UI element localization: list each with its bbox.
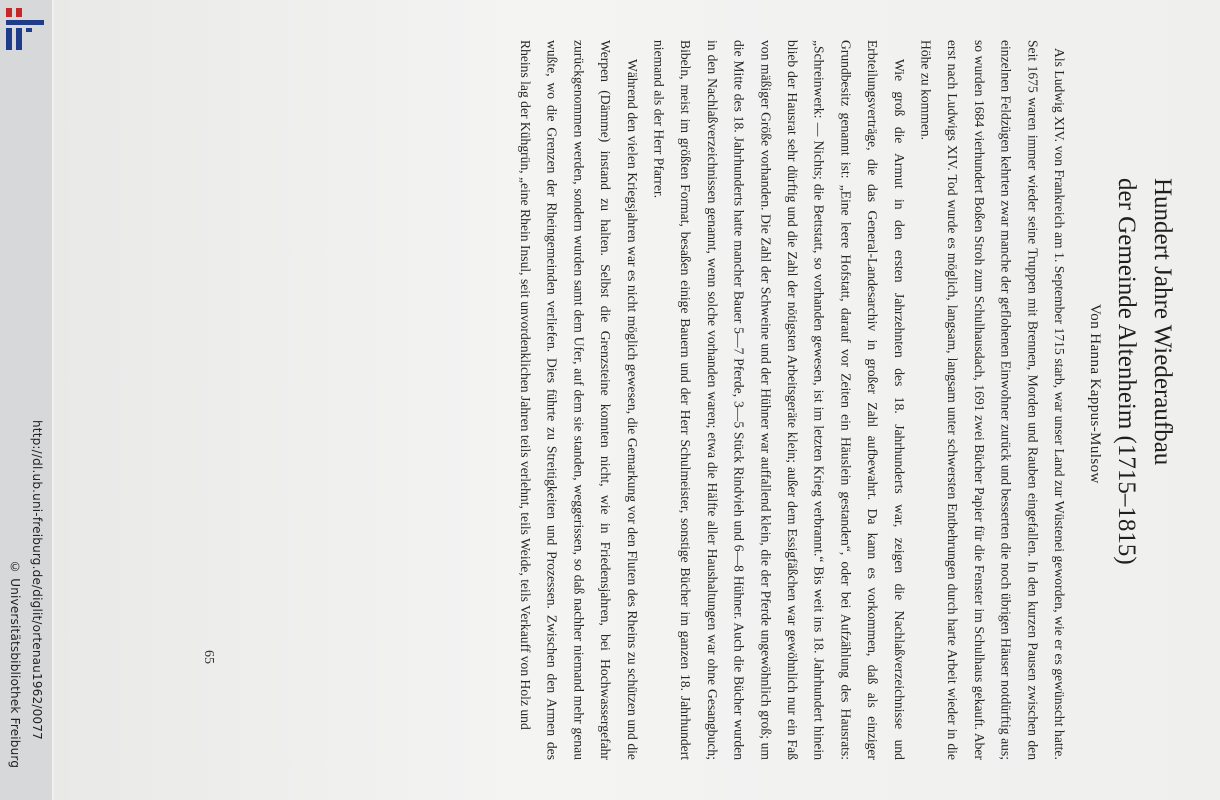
title-line-1: Hundert Jahre Wiederaufbau <box>1149 178 1176 466</box>
rotated-page-content <box>54 0 1220 800</box>
paragraph: Wie groß die Armut in den ersten Jahrzehnten des 18. Jahrhunderts war, zeigen die Nachlaßverzeichnisse und Erbteilungsverträge, die das General-Landesarchiv in großer Zahl aufbewahrt. Da kann es vorkommen, daß als einziger Grundbesitz genannt ist: „Eine leere Hofstatt, darauf vor Zeiten ein Häuslein gestanden“, oder bei Aufzählung des Hausrats: „Schreinwerk: — Nichts; die Bettstatt, so vorhanden gewesen, ist im letzten Krieg verbrannt.“ Bis weit ins 18. Jahrhundert hinein blieb der Hausrat sehr dürftig und die Zahl der nötigsten Arbeitsgeräte klein; außer dem Essigfäßchen war gewöhnlich nur ein Faß von mäßiger Größe vorhanden. Die Zahl der Schweine und der Hühner war auffallend klein, die der Pferde ungewöhnlich groß; um die Mitte des 18. Jahrhunderts hatte mancher Bauer 5—7 Pferde, 3—5 Stück Rindvieh und 6—8 Hühner. Auch die Bücher wurden in den Nachlaßverzeichnissen genannt, wenn solche vorhanden waren; etwa die Hälfte aller Haushaltungen war ohne Gesangbuch; Bibeln, meist im größten Format, besaßen einige Bauern und der Herr Schulmeister, sonstige Bücher im ganzen 18. Jahrhundert niemand als der Herr Pfarrer. <box>651 40 907 760</box>
sidebar-info <box>6 420 46 790</box>
paragraph: Als Ludwig XIV. von Frankreich am 1. September 1715 starb, war unser Land zur Wüstenei geworden, wie er es gewünscht hatte. Seit 1675 waren immer wieder seine Truppen mit Brennen, Morden und Rauben eingefallen. In den kurzen Pausen zwischen den einzelnen Feldzügen kehrten zwar manche der geflohenen Einwohner zurück und besserten die noch übrigen Häuser notdürftig aus; so wurden 1684 vierhundert Boßen Stroh zum Schulhausdach, 1691 zwei Bücher Papier für die Fenster im Schulhaus gekauft. Aber erst nach Ludwigs XIV. Tod wurde es möglich, langsam, langsam unter schwersten Entbehrungen durch harte Arbeit wieder in die Höhe zu kommen. <box>918 40 1067 760</box>
article-author: Von Hanna Kappus-Mulsow <box>1087 304 1103 484</box>
sidebar <box>0 0 52 800</box>
article-body <box>511 40 1072 760</box>
copyright-notice: © Universitätsbibliothek Freiburg <box>8 560 22 769</box>
title-line-2: der Gemeinde Altenheim (1715–1815) <box>1113 178 1140 565</box>
article-title <box>1108 40 1180 760</box>
document-url[interactable]: http://dl.ub.uni-freiburg.de/diglit/ortenau1962/0077 <box>30 420 44 740</box>
paragraph: Während den vielen Kriegsjahren war es nicht möglich gewesen, die Gemarkung vor den Fluten des Rheins zu schützen und die Werpen (Dämme) instand zu halten. Selbst die Grenzsteine konnten nicht, wie in Friedensjahren, bei Hochwassergefahr zurückgenommen werden, sondern wurden samt dem Ufer, auf dem sie standen, weggerissen, so daß nachher niemand mehr genau wußte, wo die Grenzen der Rheingemeinden verliefen. Dies führte zu Streitigkeiten und Prozessen. Zwischen den Armen des Rheins lag der Kühgrün, „eine Rhein Insul, seit unvordenklichen Jahren teils verlehnt, teils Weide, teils Verkauff von Holz und <box>517 40 640 760</box>
page-number: 65 <box>201 650 216 664</box>
scanned-page <box>54 0 1220 800</box>
article <box>511 40 1180 760</box>
ub-freiburg-logo-icon[interactable] <box>6 8 46 52</box>
